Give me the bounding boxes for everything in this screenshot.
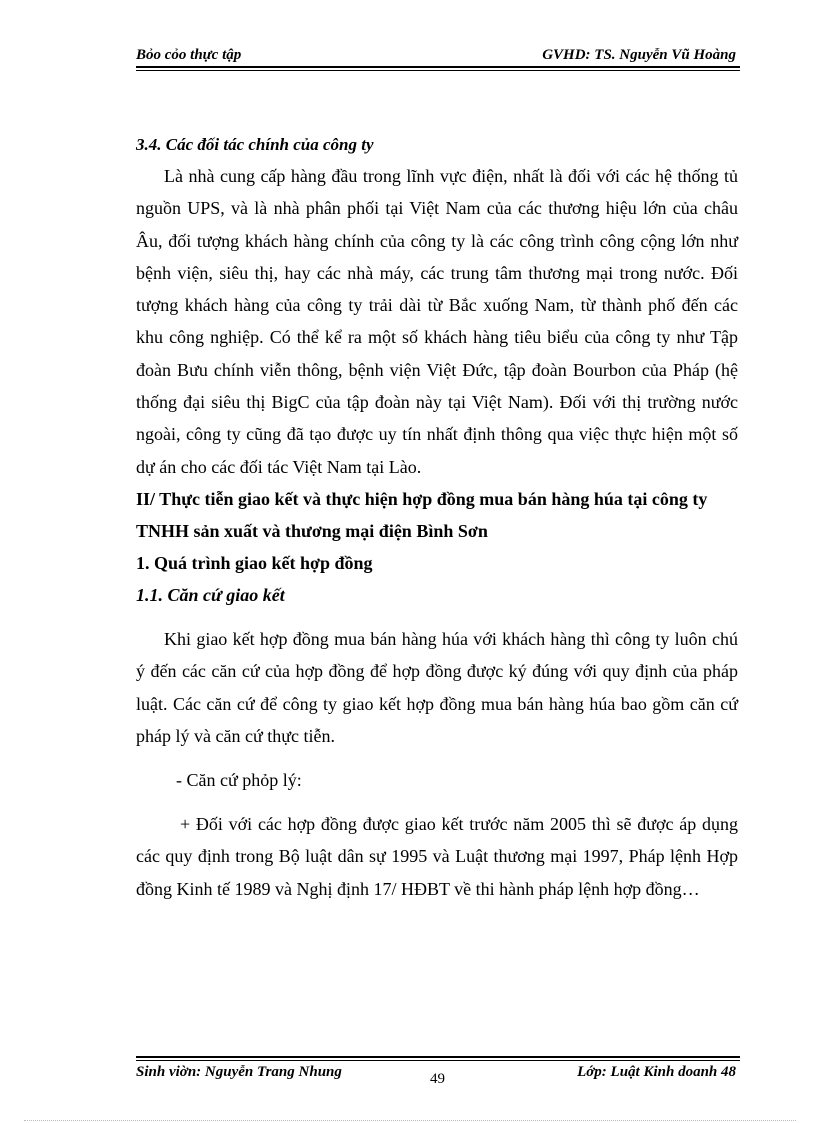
section-3-4-paragraph: Là nhà cung cấp hàng đầu trong lĩnh vực điện, nhất là đối với các hệ thống tủ nguồn UPS, và là nhà phân phối tại Việt Nam của các thương hiệu lớn của châu Âu, đối tượng khách hàng chính của công ty là các công trình công cộng lớn như bệnh viện, siêu thị, hay các nhà máy, các trung tâm thương mại trong nước. Đối tượng khách hàng của công ty trải dài từ Bắc xuống Nam, từ thành phố đến các khu công nghiệp. Có thể kể ra một số khách hàng tiêu biểu của công ty như Tập đoàn Bưu chính viễn thông, bệnh viện Việt Đức, tập đoàn Bourbon của Pháp (hệ thống đại siêu thị BigC của tập đoàn này tại Việt Nam). Đối với thị trường nước ngoài, công ty cũng đã tạo được uy tín nhất định thông qua việc thực hiện một số dự án cho các đối tác Việt Nam tại Lào. <box>136 166 738 477</box>
spacer <box>136 796 738 808</box>
section-1-1-paragraph: Khi giao kết hợp đồng mua bán hàng húa với khách hàng thì công ty luôn chú ý đến các căn cứ của hợp đồng để hợp đồng được ký đúng với quy định của pháp luật. Các căn cứ để công ty giao kết hợp đồng mua bán hàng húa bao gồm căn cứ pháp lý và căn cứ thực tiễn. <box>136 628 738 746</box>
page-body <box>136 130 738 905</box>
header-report-title: Bỏo cỏo thực tập <box>136 47 242 63</box>
page-header <box>136 44 740 68</box>
section-1-1-heading: 1.1. Căn cứ giao kết <box>136 584 285 605</box>
spacer <box>136 611 738 623</box>
spacer <box>136 752 738 764</box>
section-3-4-heading: 3.4. Các đối tác chính của công ty <box>136 135 374 154</box>
legal-basis-item: + Đối với các hợp đồng được giao kết trước năm 2005 thì sẽ được áp dụng các quy định trong Bộ luật dân sự 1995 và Luật thương mại 1997, Pháp lệnh Hợp đồng Kinh tế 1989 và Nghị định 17/ HĐBT về thi hành pháp lệnh hợp đồng… <box>136 814 738 899</box>
legal-basis-label: - Căn cứ phỏp lý: <box>176 770 302 791</box>
header-supervisor: GVHD: TS. Nguyễn Vũ Hoàng <box>542 47 736 63</box>
page-edge-divider <box>24 1120 796 1121</box>
section-II-heading: II/ Thực tiễn giao kết và thực hiện hợp đồng mua bán hàng húa tại công ty TNHH sản xuất và thương mại điện Bình Sơn <box>136 488 708 541</box>
page-footer <box>136 1056 740 1088</box>
section-1-heading: 1. Quá trình giao kết hợp đồng <box>136 552 373 573</box>
footer-student: Sinh viờn: Nguyễn Trang Nhung <box>136 1064 342 1080</box>
footer-class: Lớp: Luật Kinh doanh 48 <box>577 1064 736 1080</box>
page-number: 49 <box>430 1071 445 1087</box>
